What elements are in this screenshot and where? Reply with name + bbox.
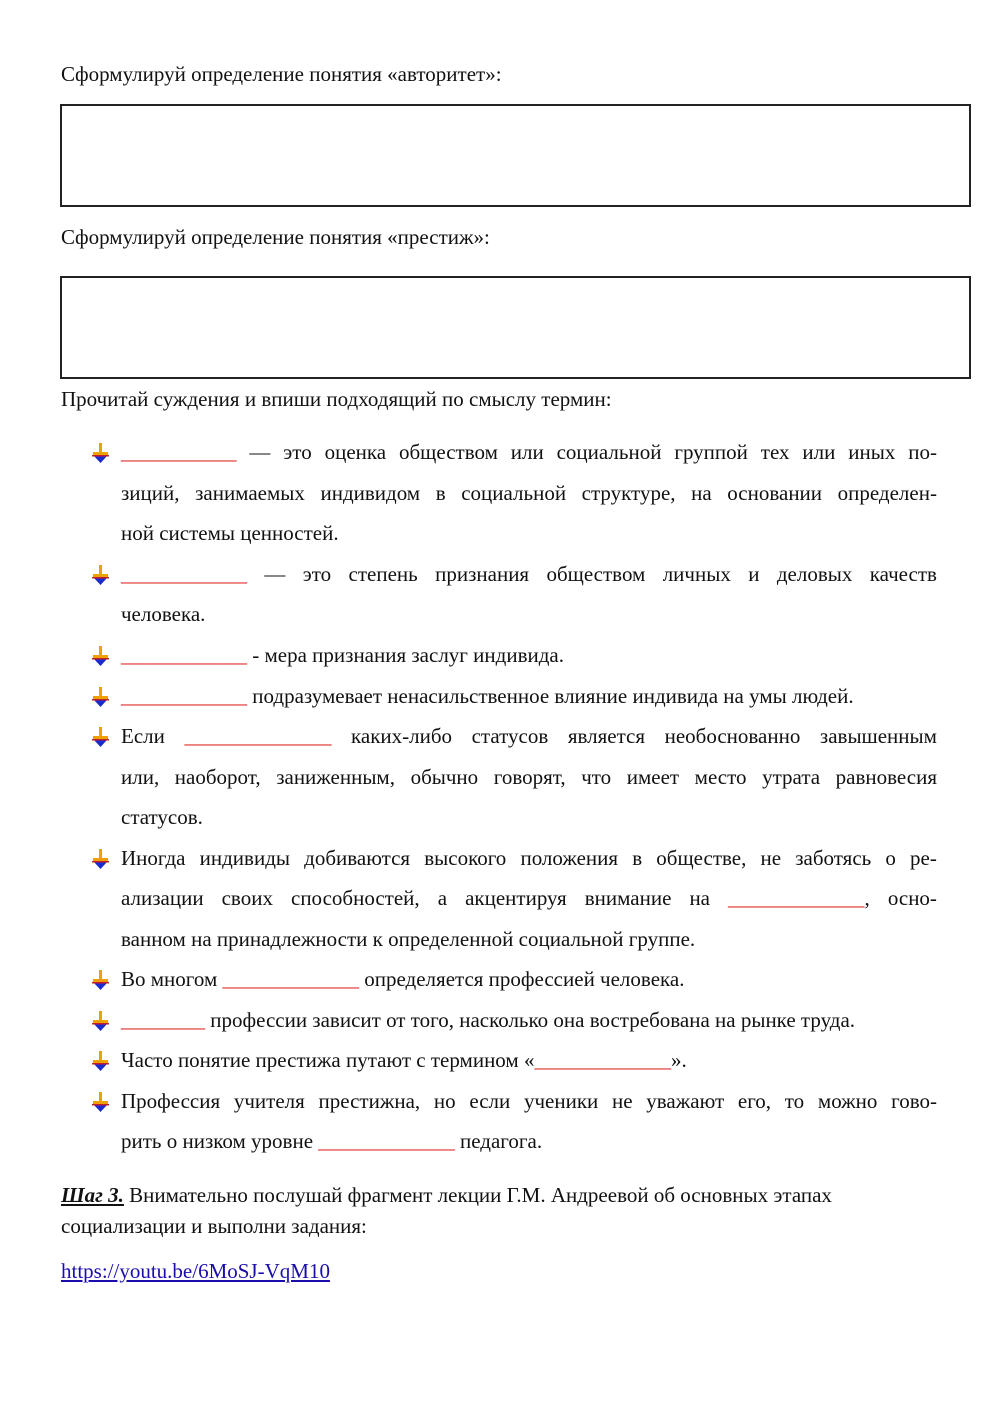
statement-4-line-1 <box>121 684 854 709</box>
step3-line1 <box>61 1183 937 1208</box>
word: обществе, <box>656 846 747 870</box>
word: не <box>612 1089 633 1113</box>
answer-blank[interactable]: ______________ <box>184 724 332 748</box>
word: на <box>689 886 710 910</box>
answer-blank[interactable]: _____________ <box>222 967 360 991</box>
statement-6-line-2 <box>121 886 937 911</box>
word: добиваются <box>304 846 411 870</box>
word: престижна, <box>318 1089 421 1113</box>
word: определен- <box>837 481 937 505</box>
word: Профессия <box>121 1089 221 1113</box>
word: способностей, <box>291 886 420 910</box>
answer-blank[interactable]: ____________ <box>121 684 247 708</box>
word: это <box>283 440 312 464</box>
word: высокого <box>424 846 507 870</box>
answer-blank[interactable]: _____________ <box>318 1129 455 1153</box>
arrow-bullet-icon <box>90 686 112 708</box>
statement-text: рить о низком уровне <box>121 1129 319 1153</box>
statement-5-line-2 <box>121 765 937 790</box>
word: утрата <box>762 765 821 789</box>
word: социальной <box>556 440 662 464</box>
word: обществом <box>399 440 498 464</box>
word: можно <box>817 1089 878 1113</box>
word: качеств <box>869 562 937 586</box>
word: группой <box>674 440 748 464</box>
authority-answer-box[interactable] <box>60 104 971 207</box>
fill-in-instruction: Прочитай суждения и впиши подходящий по смыслу термин: <box>61 387 612 411</box>
word: имеет <box>626 765 680 789</box>
word: то <box>784 1089 805 1113</box>
word: оценка <box>324 440 387 464</box>
definition-prompt-authority: Сформулируй определение понятия «авторитет»: <box>61 62 502 86</box>
statement-text: педагога. <box>454 1129 543 1153</box>
word: если <box>469 1089 511 1113</box>
statement-text: определяется профессией человека. <box>359 967 685 991</box>
word: индивиды <box>199 846 290 870</box>
word: а <box>437 886 448 910</box>
word: является <box>567 724 646 748</box>
statement-text: ной системы ценностей. <box>121 521 339 545</box>
word: место <box>694 765 747 789</box>
arrow-bullet-icon <box>90 1010 112 1032</box>
prestige-answer-box[interactable] <box>60 276 971 379</box>
word: осно- <box>887 886 937 910</box>
statement-3-line-1 <box>121 643 564 668</box>
statement-text: Во многом <box>121 967 223 991</box>
word: основании <box>727 481 823 505</box>
word: деловых <box>776 562 853 586</box>
statement-text: человека. <box>121 602 206 626</box>
word: гово- <box>891 1089 937 1113</box>
word: личных <box>662 562 731 586</box>
statement-2-line-2 <box>121 602 205 627</box>
word: наоборот, <box>174 765 261 789</box>
statement-text: ». <box>670 1048 687 1072</box>
statement-6-line-3 <box>121 927 695 952</box>
lecture-video-link[interactable]: https://youtu.be/6MoSJ-VqM10 <box>61 1259 330 1283</box>
word: внимание <box>584 886 672 910</box>
word: обычно <box>410 765 479 789</box>
statement-1-line-3 <box>121 521 339 546</box>
statement-5-line-3 <box>121 805 203 830</box>
word: что <box>581 765 612 789</box>
word: структуре, <box>581 481 676 505</box>
word: или <box>802 440 836 464</box>
statement-10-line-1 <box>121 1089 937 1114</box>
answer-blank[interactable]: _____________ <box>534 1048 671 1072</box>
statement-1-line-1 <box>121 440 937 465</box>
step3-label: Шаг 3. <box>61 1183 124 1207</box>
word: — <box>249 440 271 464</box>
statement-text: профессии зависит от того, насколько она востребована на рынке труда. <box>205 1008 856 1032</box>
word: его, <box>737 1089 772 1113</box>
word: ученики <box>523 1089 599 1113</box>
answer-blank[interactable]: _____________, <box>728 886 870 910</box>
arrow-bullet-icon <box>90 442 112 464</box>
word: акцентируя <box>465 886 567 910</box>
statement-9-line-1 <box>121 1048 687 1073</box>
word: заниженным, <box>276 765 395 789</box>
statement-text: Часто понятие престижа путают с термином « <box>121 1048 535 1072</box>
word: учителя <box>233 1089 305 1113</box>
word: но <box>433 1089 456 1113</box>
word: степень <box>348 562 418 586</box>
word: это <box>302 562 332 586</box>
word: ализации <box>121 886 204 910</box>
word: индивидом <box>320 481 421 505</box>
statement-7-line-1 <box>121 967 685 992</box>
word: на <box>691 481 712 505</box>
word: ре- <box>910 846 937 870</box>
word: положения <box>520 846 619 870</box>
answer-blank[interactable]: ___________ <box>121 440 237 464</box>
word: тех <box>760 440 790 464</box>
definition-prompt-prestige: Сформулируй определение понятия «престиж»: <box>61 225 490 249</box>
word: заботясь <box>795 846 872 870</box>
word: занимаемых <box>195 481 305 505</box>
word: обществом <box>546 562 646 586</box>
statement-text: - мера признания заслуг индивида. <box>247 643 564 667</box>
arrow-bullet-icon <box>90 564 112 586</box>
word: — <box>264 562 286 586</box>
word: завышенным <box>819 724 937 748</box>
answer-blank[interactable]: ____________ <box>121 562 247 586</box>
word: в <box>435 481 446 505</box>
step3-line2: социализации и выполни задания: <box>61 1214 367 1238</box>
word: Иногда <box>121 846 186 870</box>
word: Если <box>121 724 165 748</box>
statement-text: подразумевает ненасильственное влияние индивида на умы людей. <box>247 684 854 708</box>
word: своих <box>221 886 273 910</box>
word: в <box>632 846 643 870</box>
statement-text: ванном на принадлежности к определенной социальной группе. <box>121 927 696 951</box>
word: статусов <box>471 724 549 748</box>
arrow-bullet-icon <box>90 969 112 991</box>
statement-5-line-1 <box>121 724 937 749</box>
arrow-bullet-icon <box>90 645 112 667</box>
word: о <box>885 846 896 870</box>
word: социальной <box>461 481 567 505</box>
word: необоснованно <box>664 724 801 748</box>
word: признания <box>435 562 530 586</box>
word: или <box>510 440 544 464</box>
word: равновесия <box>835 765 937 789</box>
arrow-bullet-icon <box>90 1091 112 1113</box>
word: или, <box>121 765 160 789</box>
step3-text: Внимательно послушай фрагмент лекции Г.М. Андреевой об основных этапах <box>123 1183 832 1207</box>
word: и <box>748 562 760 586</box>
arrow-bullet-icon <box>90 1050 112 1072</box>
word: зиций, <box>121 481 180 505</box>
statement-1-line-2 <box>121 481 937 506</box>
statement-10-line-2 <box>121 1129 542 1154</box>
statement-text: статусов. <box>121 805 203 829</box>
statement-6-line-1 <box>121 846 937 871</box>
word: говорят, <box>493 765 566 789</box>
arrow-bullet-icon <box>90 848 112 870</box>
word: не <box>760 846 782 870</box>
arrow-bullet-icon <box>90 726 112 748</box>
answer-blank[interactable]: ________ <box>121 1008 205 1032</box>
word: каких-либо <box>351 724 453 748</box>
word: уважают <box>646 1089 725 1113</box>
word: иных <box>848 440 896 464</box>
word: по- <box>908 440 937 464</box>
statement-2-line-1 <box>121 562 937 587</box>
answer-blank[interactable]: ____________ <box>121 643 247 667</box>
statement-8-line-1 <box>121 1008 855 1033</box>
